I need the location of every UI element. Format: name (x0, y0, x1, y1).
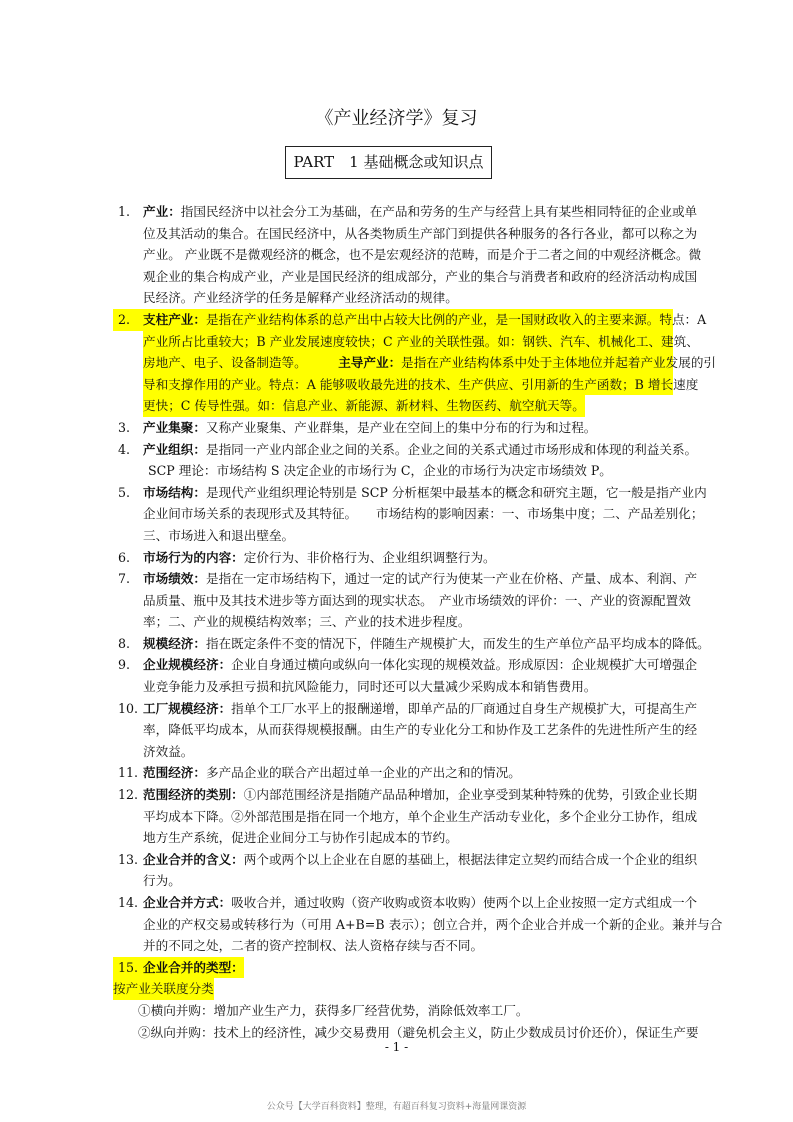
term: 企业合并的类型： (143, 959, 244, 975)
text-line: 指单个工厂水平上的报酬递增，即单产品的厂商通过自身生产规模扩大，可提高生产 (231, 700, 698, 716)
list-item-12 (113, 784, 698, 806)
item-number: 12. (118, 787, 139, 803)
item-number: 4. (118, 441, 131, 457)
list-item-9 (113, 654, 698, 676)
page-number: - 1 - (384, 1040, 409, 1054)
list-item-15 (113, 957, 673, 979)
document-body (113, 201, 723, 1043)
item-number: 13. (118, 851, 139, 867)
term: 范围经济的类别： (143, 787, 244, 803)
term: 市场结构： (143, 484, 206, 500)
text-line: SCP 理论：市场结构 S 决定企业的市场行为 C，企业的市场行为决定市场绩效 P。 (148, 463, 612, 479)
text-line: 三、市场进入和退出壁垒。 (143, 527, 295, 543)
term: 市场行为的内容： (143, 549, 244, 565)
text-line: 位及其活动的集合。在国民经济中，从各类物质生产部门到提供各种服务的各行各业，都可以称之为 (143, 225, 698, 241)
text-line: 是现代产业组织理论特别是 SCP 分析框架中最基本的概念和研究主题，它一般是指产业内 (205, 484, 707, 500)
term: 市场绩效： (143, 571, 206, 587)
text-line (143, 352, 717, 374)
footer-note: 公众号【大学百科资料】整理，有超百科复习资料+海量网课资源 (266, 1102, 527, 1112)
list-item-7 (113, 568, 698, 590)
item-number: 6. (118, 549, 131, 565)
text-line: 产业所占比重较大；B 产业发展速度较快；C 产业的关联性强。如：钢铁、汽车、机械化工、建筑、 (143, 331, 673, 353)
item-number: 10. (118, 700, 139, 716)
text-line: 吸收合并，通过收购（资产收购或资本收购）使两个以上企业按照一定方式组成一个 (231, 895, 698, 910)
text-line: ①内部范围经济是指随产品品种增加，企业享受到某种特殊的优势，引致企业长期 (243, 787, 698, 803)
list-item-5 (113, 482, 707, 504)
text-line: 并的不同之处，二者的资产控制权、法人资格存续与否不同。 (143, 938, 484, 954)
text-line: 定价行为、非价格行为、企业组织调整行为。 (243, 549, 496, 565)
text-line: 导和支撑作用的产业。特点：A 能够吸收最先进的技术、生产供应、引用新的生产函数；B 增长速度 (143, 374, 673, 396)
item-number: 1. (118, 204, 131, 219)
term: 主导产业： (338, 355, 402, 371)
text-line: 指国民经济中以社会分工为基础，在产品和劳务的生产与经营上具有某些相同特征的企业或单 (180, 204, 698, 219)
list-item-14 (113, 892, 698, 914)
item-number: 14. (118, 895, 139, 910)
term: 工厂规模经济： (143, 700, 232, 716)
term: 范围经济： (143, 765, 206, 781)
text-line: 是指在一定市场结构下，通过一定的试产行为使某一产业在价格、产量、成本、利润、产 (205, 571, 698, 587)
text-segment: 房地产、电子、设备制造等。 (143, 355, 301, 371)
item-number: 5. (118, 484, 131, 500)
item-number: 9. (118, 657, 131, 673)
text-line: 平均成本下降。②外部范围是指在同一个地方，单个企业生产活动专业化，多个企业分工协作，组成 (143, 808, 698, 824)
text-line: 是指同一产业内部企业之间的关系。企业之间的关系式通过市场形成和体现的利益关系。 (205, 441, 698, 457)
text-line: 观企业的集合构成产业，产业是国民经济的组成部分，产业的集合与消费者和政府的经济活动构成国 (143, 268, 698, 284)
text-line: 民经济。产业经济学的任务是解释产业经济活动的规律。 (143, 290, 458, 306)
text-line: 多产品企业的联合产出超过单一企业的产出之和的情况。 (205, 765, 521, 781)
item-number: 3. (118, 419, 131, 435)
term: 产业： (143, 204, 181, 219)
term: 企业规模经济： (143, 657, 232, 673)
list-item-3 (113, 417, 673, 439)
text-line: 产业。 产业既不是微观经济的概念，也不是宏观经济的范畴，而是介于二者之间的中观经济概念。微 (143, 247, 702, 263)
text-line: 两个或两个以上企业在自愿的基础上，根据法律定立契约而结合成一个企业的组织 (243, 851, 698, 867)
term: 规模经济： (143, 635, 206, 651)
list-item-1 (113, 201, 698, 223)
item-number: 15. (118, 959, 139, 975)
list-item-4 (113, 439, 698, 461)
text-line: 地方生产系统，促进企业间分工与协作引起成本的节约。 (143, 830, 458, 846)
document-title: 《产业经济学》复习 (315, 108, 478, 129)
term: 产业集聚： (143, 419, 206, 435)
text-line: 企业间市场关系的表现形式及其特征。 市场结构的影响因素：一、市场集中度；二、产品差别化； (143, 506, 704, 522)
list-item-11 (113, 762, 673, 784)
list-item-13 (113, 849, 698, 871)
text-line: 指在既定条件不变的情况下，伴随生产规模扩大，而发生的生产单位产品平均成本的降低。 (205, 635, 710, 651)
text-line: 率；二、产业的规模结构效率；三、产业的技术进步程度。 (143, 614, 471, 630)
sub-item: ①横向并购：增加产业生产力，获得多厂经营优势，消除低效率工厂。 (138, 1002, 529, 1018)
part-heading: PART 1 基础概念或知识点 (285, 146, 492, 179)
text-line: 率，降低平均成本，从而获得规模报酬。由生产的专业化分工和协作及工艺条件的先进性所产生的经 (143, 722, 698, 738)
text-line: 更快；C 传导性强。如：信息产业、新能源、新材料、生物医药、航空航天等。 (143, 395, 585, 417)
term: 企业合并方式： (143, 895, 232, 910)
text-line: 又称产业聚集、产业群集，是产业在空间上的集中分布的行为和过程。 (205, 419, 597, 435)
text-line: 行为。 (143, 873, 181, 889)
text-line: 是指在产业结构体系的总产出中占较大比例的产业，是一国财政收入的主要来源。特点：A (205, 311, 707, 327)
item-number: 11. (118, 765, 139, 781)
list-item-10 (113, 698, 698, 720)
item-number: 7. (118, 571, 131, 587)
text-line: 企业自身通过横向或纵向一体化实现的规模效益。形成原因：企业规模扩大可增强企 (231, 657, 698, 673)
list-item-2 (113, 309, 707, 331)
term: 支柱产业： (143, 311, 206, 327)
item-number: 2. (118, 311, 131, 327)
sub-item: ②纵向并购：技术上的经济性，减少交易费用（避免机会主义，防止少数成员讨价还价），保证生产要 (138, 1024, 699, 1040)
text-line: 业竞争能力及承担亏损和抗风险能力，同时还可以大量减少采购成本和销售费用。 (143, 679, 597, 695)
text-line: 企业的产权交易或转移行为（可用 A+B=B 表示）；创立合并，两个企业合并成一个新的企业。兼并与合 (143, 916, 723, 932)
classification-heading (113, 978, 673, 1000)
text-line: 品质量、瓶中及其技术进步等方面达到的现实状态。 产业市场绩效的评价：一、产业的资源配置效 (143, 592, 691, 608)
list-item-6 (113, 547, 673, 569)
classify-label: 按产业关联度分类 (113, 978, 214, 1000)
item-number: 8. (118, 635, 131, 651)
term: 产业组织： (143, 441, 206, 457)
text-line: 济效益。 (143, 743, 194, 759)
term: 企业合并的含义： (143, 851, 244, 867)
text-segment: 是指在产业结构体系中处于主体地位并起着产业发展的引 (401, 355, 717, 371)
list-item-8 (113, 633, 710, 655)
